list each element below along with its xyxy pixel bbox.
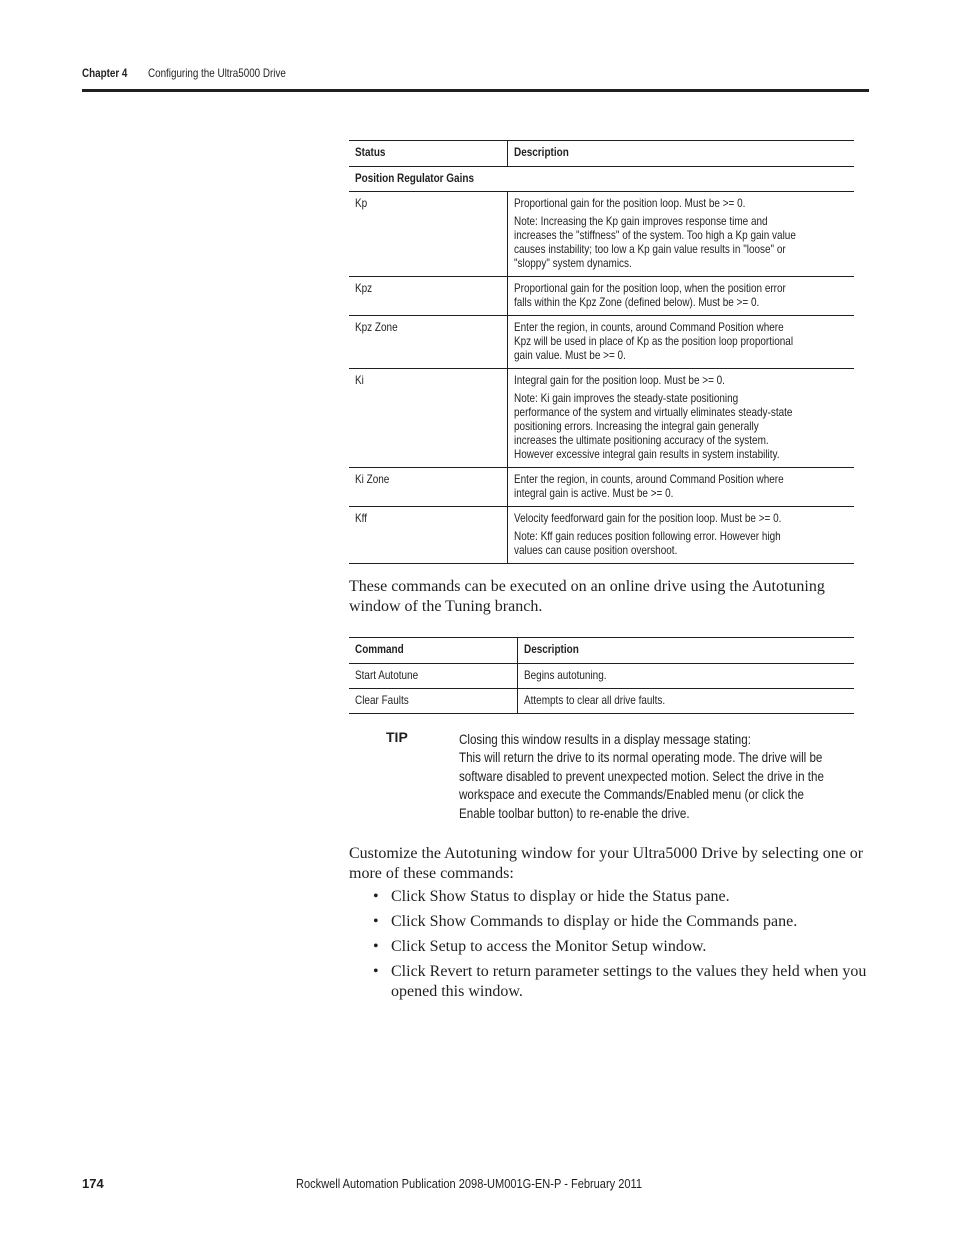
status-name: Kp xyxy=(355,196,368,210)
note-line: increases the "stiffness" of the system. Too high a Kp gain value xyxy=(514,228,797,242)
group-row xyxy=(349,167,854,192)
command-description: Attempts to clear all drive faults. xyxy=(524,693,666,707)
description-line: Enter the region, in counts, around Command Position where xyxy=(514,320,785,334)
table-row xyxy=(349,316,854,369)
note-line: However excessive integral gain results in system instability. xyxy=(514,447,780,461)
description-col-header: Description xyxy=(514,145,570,159)
description-line: Enter the region, in counts, around Command Position where xyxy=(514,472,785,486)
bullet-icon: • xyxy=(373,913,379,930)
note-line: "sloppy" system dynamics. xyxy=(514,256,633,270)
command-table-header xyxy=(349,638,854,664)
note-line: values can cause position overshoot. xyxy=(514,543,678,557)
list-item: • Click Show Status to display or hide the Status pane. xyxy=(373,888,730,905)
bullet-icon: • xyxy=(373,938,379,955)
note-line: performance of the system and virtually eliminates steady-state xyxy=(514,405,793,419)
description-line: gain value. Must be >= 0. xyxy=(514,348,627,362)
chapter-label: Chapter 4 xyxy=(82,66,128,80)
tip-text: Closing this window results in a display message stating: This will return the drive to its normal operating mode. The drive will be software disabled to prevent unexpected motion. Select the drive in the workspace and execute the Commands/Enabled menu (or click the Enable toolbar button) to re-enable the drive. xyxy=(459,731,824,821)
tip-label: TIP xyxy=(386,729,408,745)
table-row xyxy=(349,369,854,468)
command-name: Start Autotune xyxy=(355,668,419,682)
status-name: Kpz Zone xyxy=(355,320,398,334)
description-line: integral gain is active. Must be >= 0. xyxy=(514,486,674,500)
table-row xyxy=(349,277,854,316)
page-number: 174 xyxy=(82,1176,104,1191)
description-line: Velocity feedforward gain for the position loop. Must be >= 0. xyxy=(514,511,782,525)
description-line: falls within the Kpz Zone (defined below). Must be >= 0. xyxy=(514,295,760,309)
command-table xyxy=(349,637,854,714)
note-line: positioning errors. Increasing the integral gain generally xyxy=(514,419,760,433)
command-description: Begins autotuning. xyxy=(524,668,607,682)
list-item: • Click Revert to return parameter settings to the values they held when you opened this window. xyxy=(373,963,867,1000)
header-rule xyxy=(82,89,869,92)
command-bullet-list xyxy=(373,887,873,1007)
chapter-title: Configuring the Ultra5000 Drive xyxy=(148,66,286,80)
table-row xyxy=(349,689,854,714)
publication-footer: Rockwell Automation Publication 2098-UM001G-EN-P - February 2011 xyxy=(296,1176,643,1191)
note-line: Note: Increasing the Kp gain improves response time and xyxy=(514,214,768,228)
table-row xyxy=(349,507,854,564)
status-col-header: Status xyxy=(355,145,386,159)
status-name: Ki xyxy=(355,373,364,387)
note-line: Note: Ki gain improves the steady-state positioning xyxy=(514,391,739,405)
status-name: Ki Zone xyxy=(355,472,390,486)
note-line: increases the ultimate positioning accuracy of the system. xyxy=(514,433,770,447)
note-line: causes instability; too low a Kp gain value results in "loose" or xyxy=(514,242,787,256)
description-line: Proportional gain for the position loop, when the position error xyxy=(514,281,787,295)
command-col-header: Command xyxy=(355,642,404,656)
table-row xyxy=(349,664,854,689)
command-name: Clear Faults xyxy=(355,693,409,707)
status-name: Kpz xyxy=(355,281,373,295)
table-row xyxy=(349,468,854,507)
bullet-icon: • xyxy=(373,888,379,905)
description-line: Integral gain for the position loop. Must be >= 0. xyxy=(514,373,726,387)
description-line: Proportional gain for the position loop. Must be >= 0. xyxy=(514,196,746,210)
list-item: • Click Show Commands to display or hide the Commands pane. xyxy=(373,913,798,930)
table-row xyxy=(349,192,854,277)
command-description-col-header: Description xyxy=(524,642,579,656)
running-header xyxy=(82,66,316,80)
bullet-icon: • xyxy=(373,963,379,980)
customize-paragraph: Customize the Autotuning window for your Ultra5000 Drive by selecting one or more of these commands: xyxy=(349,845,864,882)
status-table-header xyxy=(349,141,854,167)
status-name: Kff xyxy=(355,511,368,525)
group-title: Position Regulator Gains xyxy=(355,171,474,185)
intro-paragraph: These commands can be executed on an online drive using the Autotuning window of the Tuning branch. xyxy=(349,578,825,615)
note-line: Note: Kff gain reduces position following error. However high xyxy=(514,529,782,543)
list-item: • Click Setup to access the Monitor Setup window. xyxy=(373,938,707,955)
status-table xyxy=(349,140,854,564)
description-line: Kpz will be used in place of Kp as the position loop proportional xyxy=(514,334,794,348)
